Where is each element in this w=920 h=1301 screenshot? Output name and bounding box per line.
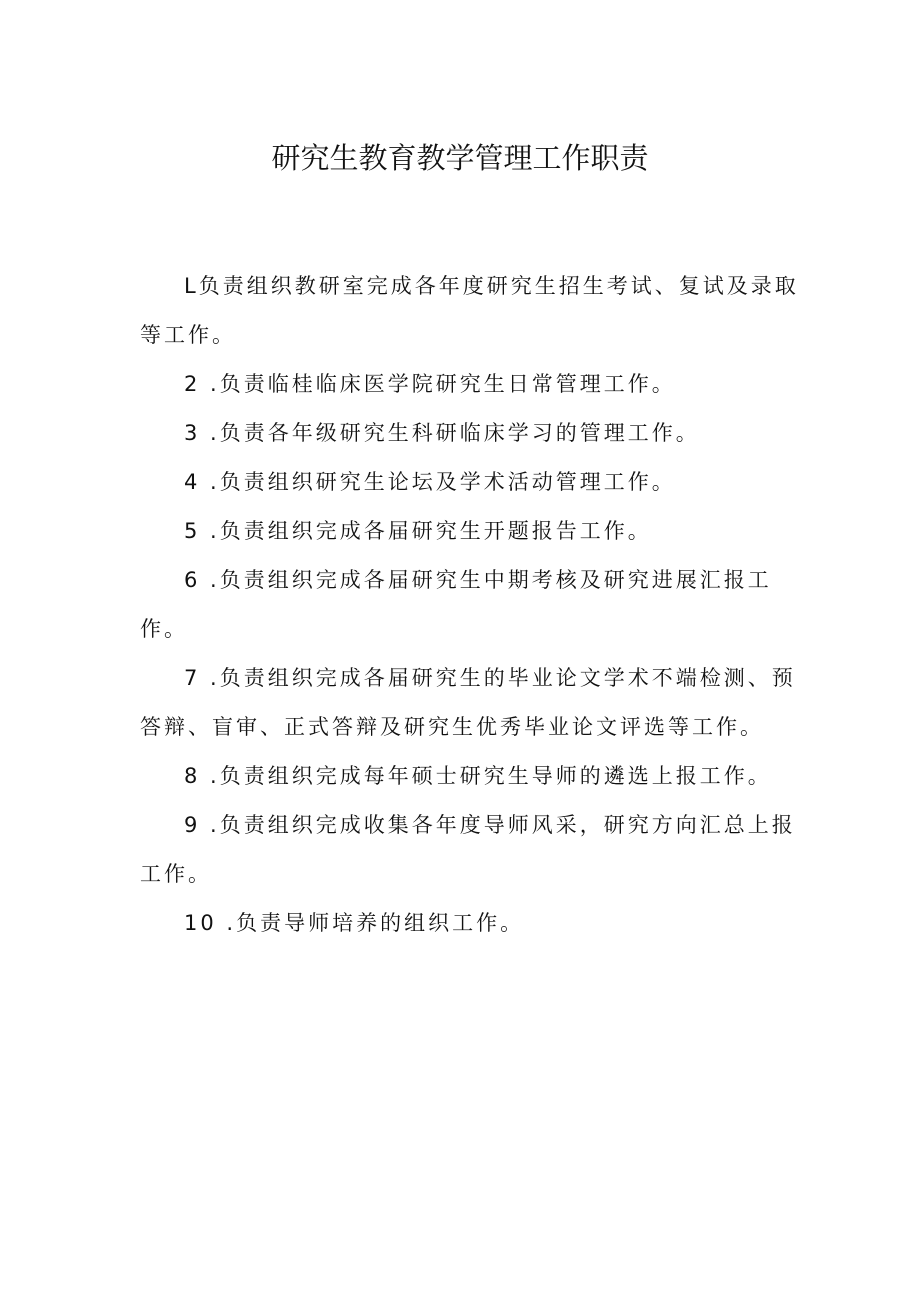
item-number: L xyxy=(184,274,199,298)
item-text: 负责组织完成每年硕士研究生导师的遴选上报工作。 xyxy=(219,764,772,788)
list-item xyxy=(140,752,800,801)
item-text: 负责组织完成各届研究生中期考核及研究进展汇报工作。 xyxy=(140,568,772,641)
duty-list xyxy=(140,262,800,948)
item-text: 负责组织完成收集各年度导师风采，研究方向汇总上报工作。 xyxy=(140,813,796,886)
list-item xyxy=(140,409,800,458)
item-number: 5 . xyxy=(184,519,220,543)
page-title: 研究生教育教学管理工作职责 xyxy=(271,141,649,175)
item-number: 10 . xyxy=(184,911,237,935)
list-item xyxy=(140,801,800,899)
item-text: 负责导师培养的组织工作。 xyxy=(236,911,525,935)
list-item xyxy=(140,507,800,556)
item-text: 负责组织研究生论坛及学术活动管理工作。 xyxy=(219,470,676,494)
item-number: 9 . xyxy=(184,813,220,837)
item-text: 负责各年级研究生科研临床学习的管理工作。 xyxy=(219,421,700,445)
item-number: 7 . xyxy=(184,666,220,690)
list-item xyxy=(140,556,800,654)
item-number: 3 . xyxy=(184,421,220,445)
item-number: 8 . xyxy=(184,764,220,788)
item-number: 4 . xyxy=(184,470,220,494)
item-text: 负责临桂临床医学院研究生日常管理工作。 xyxy=(219,372,676,396)
item-text: 负责组织完成各届研究生的毕业论文学术不端检测、预答辩、盲审、正式答辩及研究生优秀毕业论文评选等工作。 xyxy=(140,666,796,739)
item-text: 负责组织完成各届研究生开题报告工作。 xyxy=(219,519,652,543)
list-item xyxy=(140,899,800,948)
item-number: 2 . xyxy=(184,372,220,396)
list-item xyxy=(140,262,800,360)
list-item xyxy=(140,360,800,409)
list-item xyxy=(140,458,800,507)
list-item xyxy=(140,654,800,752)
item-number: 6 . xyxy=(184,568,220,592)
item-text: 负责组织教研室完成各年度研究生招生考试、复试及录取等工作。 xyxy=(140,274,799,347)
